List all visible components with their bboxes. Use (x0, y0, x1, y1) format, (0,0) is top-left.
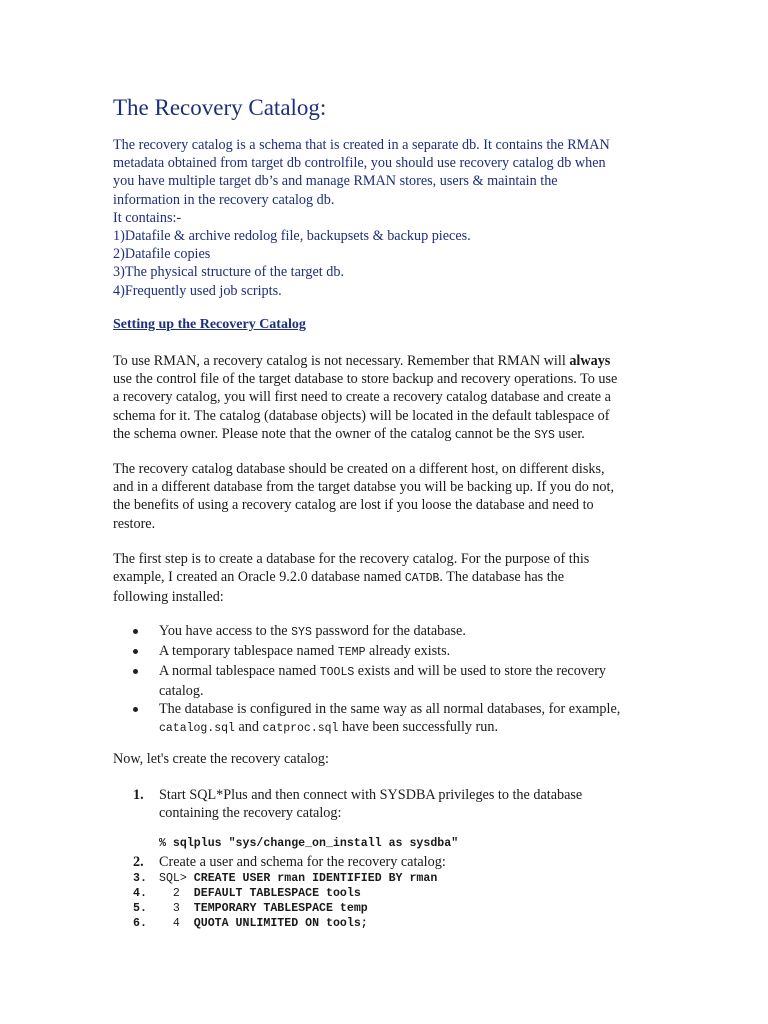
text-run: To use RMAN, a recovery catalog is not necessary. Remember that RMAN will (113, 353, 570, 369)
emphasis-always: always (569, 353, 611, 369)
code-row (133, 902, 368, 915)
code-catalog-sql: catalog.sql (159, 722, 235, 735)
text-run: catalog. (159, 683, 204, 699)
text-run: You have access to the (159, 623, 292, 639)
requirements-list (113, 622, 673, 738)
code-sys: SYS (534, 428, 555, 442)
code-prompt: 2 (159, 887, 194, 900)
text-run: Start SQL*Plus and then connect with SYSDBA privileges to the database (159, 787, 583, 803)
text-run: The database is configured in the same way as all normal databases, for example, (159, 701, 621, 717)
code-row (133, 917, 368, 930)
text-line: use the control file of the target database to store backup and recovery operations. To use (113, 371, 618, 388)
text-line (113, 425, 653, 445)
list-item (113, 662, 673, 700)
text-run: example, I created an Oracle 9.2.0 database named (113, 569, 405, 586)
step-number: 2. (133, 854, 144, 870)
list-item (113, 700, 673, 738)
text-run: A normal tablespace named (159, 663, 320, 679)
section-heading-link[interactable]: Setting up the Recovery Catalog (113, 317, 306, 332)
code-catdb: CATDB (404, 572, 440, 586)
code-catproc-sql: catproc.sql (262, 722, 339, 735)
text-line (113, 568, 653, 588)
text-run: user. (554, 425, 585, 442)
text-run: . The database has the (439, 569, 565, 586)
code-prompt: 4 (159, 917, 194, 930)
code-prompt: SQL> (159, 872, 194, 885)
list-item (113, 854, 673, 871)
list-item (113, 622, 673, 642)
text-line: The first step is to create a database for the recovery catalog. For the purpose of this (113, 551, 590, 567)
list-item (113, 786, 673, 804)
text-line: following installed: (113, 589, 224, 606)
intro-line: you have multiple target db’s and manage RMAN stores, users & maintain the (113, 173, 558, 190)
code-tools: TOOLS (319, 666, 355, 679)
paragraph-first-step (113, 550, 653, 607)
code-command: CREATE USER rman IDENTIFIED BY rman (193, 872, 438, 885)
text-line: Now, let's create the recovery catalog: (113, 751, 329, 767)
intro-line: 1)Datafile & archive redolog file, backupsets & backup pieces. (113, 228, 471, 245)
list-item (113, 804, 673, 822)
intro-paragraph (113, 136, 653, 300)
code-prompt: 3 (159, 902, 194, 915)
step-number: 4. (133, 887, 147, 900)
step-number: 1. (133, 787, 144, 803)
intro-line: It contains:- (113, 209, 182, 226)
intro-line: 3)The physical structure of the target db. (113, 264, 344, 281)
bullet-icon (133, 629, 138, 634)
text-run: have been successfully run. (338, 719, 498, 735)
code-sys: SYS (291, 626, 312, 639)
step-number: 6. (133, 917, 147, 930)
intro-line: 4)Frequently used job scripts. (113, 282, 282, 299)
text-line: and in a different database from the target databse you will be backing up. If you do not, (113, 479, 615, 496)
code-temp: TEMP (337, 646, 366, 659)
bullet-icon (133, 707, 138, 712)
intro-line: The recovery catalog is a schema that is created in a separate db. It contains the RMAN (113, 137, 610, 153)
code-command: TEMPORARY TABLESPACE temp (193, 902, 368, 915)
text-run: the schema owner. Please note that the owner of the catalog cannot be the (113, 425, 535, 442)
code-command: DEFAULT TABLESPACE tools (193, 887, 361, 900)
intro-line: metadata obtained from target db controlfile, you should use recovery catalog db when (113, 155, 606, 172)
text-run: already exists. (365, 643, 451, 659)
text-line: The recovery catalog database should be created on a different host, on different disks, (113, 461, 605, 477)
intro-line: information in the recovery catalog db. (113, 191, 335, 208)
text-line (113, 352, 653, 370)
step-number: 5. (133, 902, 147, 915)
code-sqlplus: % sqlplus "sys/change_on_install as sysdba" (159, 837, 459, 850)
text-line: the benefits of using a recovery catalog are lost if you loose the database and need to (113, 497, 594, 514)
list-item (113, 642, 673, 662)
paragraph-now (113, 750, 653, 768)
text-run: A temporary tablespace named (159, 643, 338, 659)
text-run: and (234, 719, 263, 735)
bullet-icon (133, 649, 138, 654)
text-run: Create a user and schema for the recovery catalog: (159, 854, 446, 870)
code-row (133, 887, 361, 900)
text-run: password for the database. (311, 623, 466, 639)
code-command: QUOTA UNLIMITED ON tools; (193, 917, 368, 930)
step-1 (113, 786, 673, 822)
paragraph-rman-catalog (113, 352, 653, 445)
intro-line: 2)Datafile copies (113, 246, 211, 263)
text-run: containing the recovery catalog: (159, 805, 342, 821)
text-line: restore. (113, 515, 156, 532)
step-number: 3. (133, 872, 147, 885)
page-title: The Recovery Catalog: (113, 95, 327, 120)
paragraph-separate-host (113, 460, 653, 533)
text-line: a recovery catalog, you will first need to create a recovery catalog database and create a (113, 389, 611, 406)
step-2 (113, 854, 673, 871)
bullet-icon (133, 669, 138, 674)
text-line: schema for it. The catalog (database objects) will be located in the default tablespace of (113, 407, 610, 424)
code-row (133, 872, 437, 885)
text-run: exists and will be used to store the recovery (354, 663, 607, 679)
